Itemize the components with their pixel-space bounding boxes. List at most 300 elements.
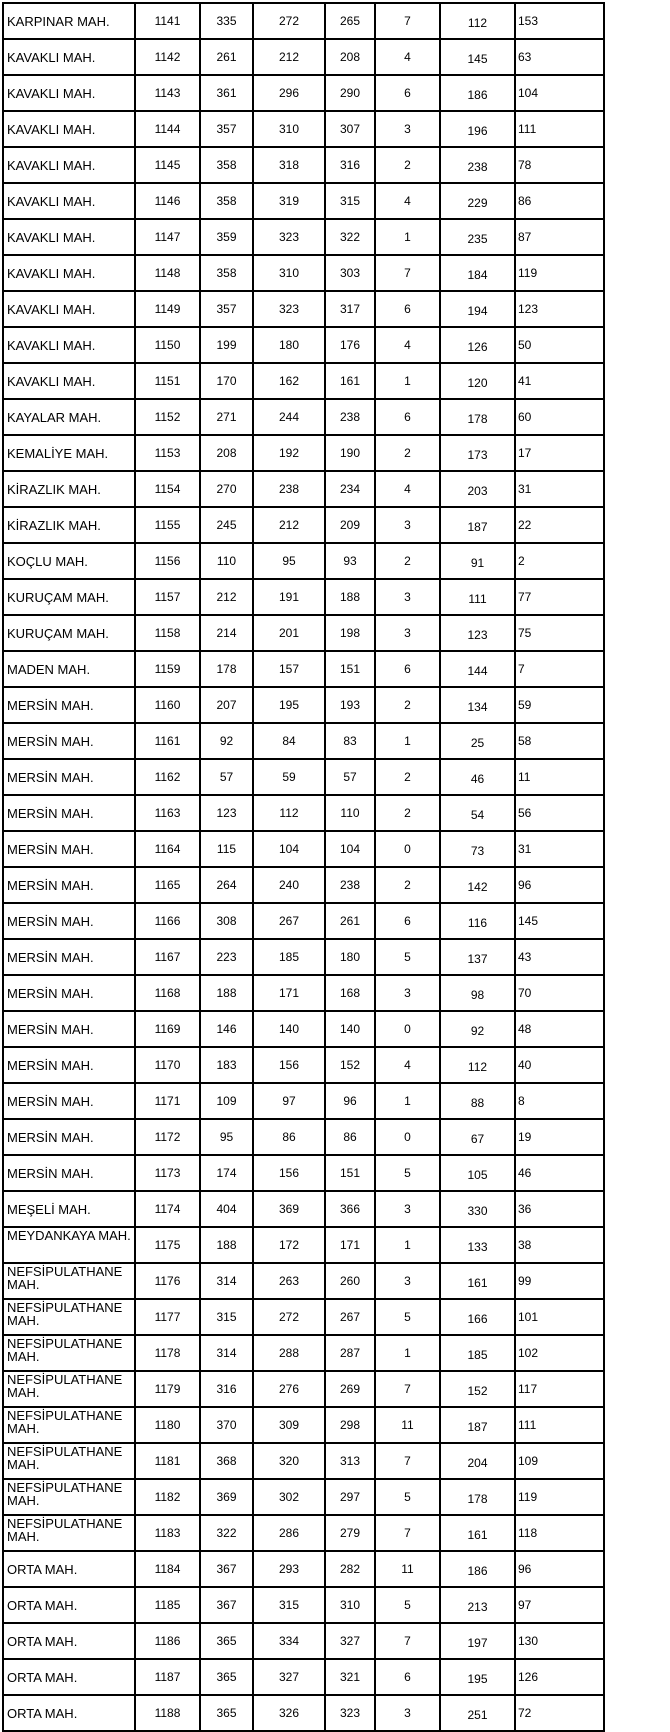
col8-cell: 86	[515, 183, 604, 219]
col6-cell: 4	[375, 39, 440, 75]
col4-cell: 238	[253, 471, 325, 507]
box-number-cell: 1179	[135, 1371, 200, 1407]
col5-cell: 238	[325, 867, 375, 903]
box-number-cell: 1166	[135, 903, 200, 939]
table-row	[3, 363, 604, 399]
table-row	[3, 1695, 604, 1731]
col8-cell: 43	[515, 939, 604, 975]
col3-cell: 110	[200, 543, 253, 579]
neighborhood-cell: MERSİN MAH.	[3, 795, 135, 831]
table-row	[3, 543, 604, 579]
col4-cell: 157	[253, 651, 325, 687]
col7-cell: 116	[440, 903, 515, 939]
box-number-cell: 1159	[135, 651, 200, 687]
col5-cell: 209	[325, 507, 375, 543]
col6-cell: 6	[375, 399, 440, 435]
col5-cell: 168	[325, 975, 375, 1011]
col8-cell: 60	[515, 399, 604, 435]
neighborhood-cell: MADEN MAH.	[3, 651, 135, 687]
table-row	[3, 975, 604, 1011]
col8-cell: 97	[515, 1587, 604, 1623]
col4-cell: 192	[253, 435, 325, 471]
table-row	[3, 327, 604, 363]
box-number-cell: 1158	[135, 615, 200, 651]
col6-cell: 2	[375, 435, 440, 471]
col5-cell: 269	[325, 1371, 375, 1407]
box-number-cell: 1150	[135, 327, 200, 363]
col8-cell: 50	[515, 327, 604, 363]
col3-cell: 223	[200, 939, 253, 975]
box-number-cell: 1176	[135, 1263, 200, 1299]
col6-cell: 1	[375, 1083, 440, 1119]
col5-cell: 317	[325, 291, 375, 327]
col6-cell: 1	[375, 219, 440, 255]
table-row	[3, 255, 604, 291]
neighborhood-cell: NEFSİPULATHANE MAH.	[3, 1263, 135, 1299]
col8-cell: 31	[515, 831, 604, 867]
col3-cell: 183	[200, 1047, 253, 1083]
col4-cell: 286	[253, 1515, 325, 1551]
col6-cell: 6	[375, 75, 440, 111]
col4-cell: 369	[253, 1191, 325, 1227]
box-number-cell: 1155	[135, 507, 200, 543]
col5-cell: 261	[325, 903, 375, 939]
col8-cell: 58	[515, 723, 604, 759]
col8-cell: 48	[515, 1011, 604, 1047]
table-row	[3, 831, 604, 867]
col3-cell: 358	[200, 255, 253, 291]
col3-cell: 369	[200, 1479, 253, 1515]
box-number-cell: 1164	[135, 831, 200, 867]
col6-cell: 11	[375, 1551, 440, 1587]
col4-cell: 97	[253, 1083, 325, 1119]
table-row	[3, 3, 604, 39]
box-number-cell: 1180	[135, 1407, 200, 1443]
box-number-cell: 1187	[135, 1659, 200, 1695]
col3-cell: 367	[200, 1587, 253, 1623]
col4-cell: 212	[253, 39, 325, 75]
col8-cell: 70	[515, 975, 604, 1011]
col6-cell: 7	[375, 3, 440, 39]
box-number-cell: 1144	[135, 111, 200, 147]
box-number-cell: 1149	[135, 291, 200, 327]
box-number-cell: 1182	[135, 1479, 200, 1515]
col6-cell: 7	[375, 255, 440, 291]
col6-cell: 0	[375, 831, 440, 867]
col7-cell: 197	[440, 1623, 515, 1659]
col3-cell: 214	[200, 615, 253, 651]
table-row	[3, 1119, 604, 1155]
neighborhood-cell: MERSİN MAH.	[3, 903, 135, 939]
col5-cell: 238	[325, 399, 375, 435]
col8-cell: 117	[515, 1371, 604, 1407]
col7-cell: 120	[440, 363, 515, 399]
col6-cell: 4	[375, 471, 440, 507]
col6-cell: 3	[375, 975, 440, 1011]
col4-cell: 212	[253, 507, 325, 543]
neighborhood-cell: MERSİN MAH.	[3, 759, 135, 795]
table-row	[3, 759, 604, 795]
col3-cell: 188	[200, 975, 253, 1011]
col3-cell: 322	[200, 1515, 253, 1551]
col3-cell: 368	[200, 1443, 253, 1479]
neighborhood-cell: MERSİN MAH.	[3, 1047, 135, 1083]
col5-cell: 307	[325, 111, 375, 147]
col8-cell: 11	[515, 759, 604, 795]
table-row	[3, 471, 604, 507]
col4-cell: 95	[253, 543, 325, 579]
col7-cell: 235	[440, 219, 515, 255]
col8-cell: 46	[515, 1155, 604, 1191]
col7-cell: 152	[440, 1371, 515, 1407]
neighborhood-cell: NEFSİPULATHANE MAH.	[3, 1515, 135, 1551]
neighborhood-cell: KİRAZLIK MAH.	[3, 507, 135, 543]
col8-cell: 101	[515, 1299, 604, 1335]
col5-cell: 315	[325, 183, 375, 219]
col4-cell: 240	[253, 867, 325, 903]
col7-cell: 204	[440, 1443, 515, 1479]
col4-cell: 315	[253, 1587, 325, 1623]
col3-cell: 123	[200, 795, 253, 831]
box-number-cell: 1174	[135, 1191, 200, 1227]
col3-cell: 109	[200, 1083, 253, 1119]
col6-cell: 5	[375, 1299, 440, 1335]
col5-cell: 193	[325, 687, 375, 723]
col6-cell: 2	[375, 543, 440, 579]
col5-cell: 104	[325, 831, 375, 867]
neighborhood-cell: MEYDANKAYA MAH.	[3, 1227, 135, 1263]
col3-cell: 178	[200, 651, 253, 687]
col6-cell: 2	[375, 795, 440, 831]
box-number-cell: 1145	[135, 147, 200, 183]
box-number-cell: 1167	[135, 939, 200, 975]
col3-cell: 271	[200, 399, 253, 435]
col3-cell: 315	[200, 1299, 253, 1335]
col7-cell: 161	[440, 1263, 515, 1299]
neighborhood-cell: MEŞELİ MAH.	[3, 1191, 135, 1227]
col3-cell: 365	[200, 1695, 253, 1731]
col7-cell: 166	[440, 1299, 515, 1335]
neighborhood-cell: MERSİN MAH.	[3, 1155, 135, 1191]
col4-cell: 112	[253, 795, 325, 831]
col8-cell: 118	[515, 1515, 604, 1551]
table-row	[3, 1659, 604, 1695]
col4-cell: 276	[253, 1371, 325, 1407]
col4-cell: 319	[253, 183, 325, 219]
col4-cell: 293	[253, 1551, 325, 1587]
col6-cell: 7	[375, 1623, 440, 1659]
col5-cell: 171	[325, 1227, 375, 1263]
col4-cell: 296	[253, 75, 325, 111]
table-row	[3, 75, 604, 111]
col6-cell: 3	[375, 1191, 440, 1227]
col3-cell: 212	[200, 579, 253, 615]
neighborhood-cell: MERSİN MAH.	[3, 687, 135, 723]
col5-cell: 151	[325, 1155, 375, 1191]
neighborhood-cell: NEFSİPULATHANE MAH.	[3, 1479, 135, 1515]
neighborhood-cell: KEMALİYE MAH.	[3, 435, 135, 471]
col8-cell: 119	[515, 255, 604, 291]
box-number-cell: 1183	[135, 1515, 200, 1551]
box-number-cell: 1148	[135, 255, 200, 291]
table-row	[3, 903, 604, 939]
col4-cell: 156	[253, 1047, 325, 1083]
neighborhood-cell: KAVAKLI MAH.	[3, 363, 135, 399]
col7-cell: 251	[440, 1695, 515, 1731]
table-row	[3, 1155, 604, 1191]
col4-cell: 309	[253, 1407, 325, 1443]
col5-cell: 267	[325, 1299, 375, 1335]
neighborhood-cell: MERSİN MAH.	[3, 975, 135, 1011]
box-number-cell: 1184	[135, 1551, 200, 1587]
box-number-cell: 1169	[135, 1011, 200, 1047]
col3-cell: 95	[200, 1119, 253, 1155]
neighborhood-cell: MERSİN MAH.	[3, 1083, 135, 1119]
box-number-cell: 1161	[135, 723, 200, 759]
neighborhood-cell: KAVAKLI MAH.	[3, 147, 135, 183]
neighborhood-cell: NEFSİPULATHANE MAH.	[3, 1299, 135, 1335]
col5-cell: 298	[325, 1407, 375, 1443]
col6-cell: 5	[375, 1479, 440, 1515]
col5-cell: 327	[325, 1623, 375, 1659]
col4-cell: 172	[253, 1227, 325, 1263]
col4-cell: 140	[253, 1011, 325, 1047]
box-number-cell: 1170	[135, 1047, 200, 1083]
col8-cell: 123	[515, 291, 604, 327]
neighborhood-cell: KAVAKLI MAH.	[3, 255, 135, 291]
col5-cell: 198	[325, 615, 375, 651]
col5-cell: 313	[325, 1443, 375, 1479]
data-table	[2, 2, 605, 1732]
table-row	[3, 1083, 604, 1119]
col3-cell: 92	[200, 723, 253, 759]
box-number-cell: 1146	[135, 183, 200, 219]
col4-cell: 171	[253, 975, 325, 1011]
neighborhood-cell: ORTA MAH.	[3, 1551, 135, 1587]
col3-cell: 261	[200, 39, 253, 75]
col7-cell: 186	[440, 75, 515, 111]
col5-cell: 190	[325, 435, 375, 471]
col7-cell: 161	[440, 1515, 515, 1551]
table-body	[3, 3, 604, 1731]
col8-cell: 8	[515, 1083, 604, 1119]
table-row	[3, 687, 604, 723]
col7-cell: 142	[440, 867, 515, 903]
neighborhood-cell: KAVAKLI MAH.	[3, 327, 135, 363]
col5-cell: 86	[325, 1119, 375, 1155]
col7-cell: 25	[440, 723, 515, 759]
col5-cell: 110	[325, 795, 375, 831]
col5-cell: 322	[325, 219, 375, 255]
col6-cell: 1	[375, 723, 440, 759]
col4-cell: 272	[253, 3, 325, 39]
col8-cell: 111	[515, 1407, 604, 1443]
col7-cell: 112	[440, 3, 515, 39]
box-number-cell: 1185	[135, 1587, 200, 1623]
col6-cell: 3	[375, 507, 440, 543]
col4-cell: 327	[253, 1659, 325, 1695]
col4-cell: 180	[253, 327, 325, 363]
col8-cell: 36	[515, 1191, 604, 1227]
table-row	[3, 435, 604, 471]
table-row	[3, 579, 604, 615]
col8-cell: 40	[515, 1047, 604, 1083]
col8-cell: 102	[515, 1335, 604, 1371]
col4-cell: 318	[253, 147, 325, 183]
box-number-cell: 1152	[135, 399, 200, 435]
neighborhood-cell: KAYALAR MAH.	[3, 399, 135, 435]
col5-cell: 151	[325, 651, 375, 687]
col7-cell: 98	[440, 975, 515, 1011]
col7-cell: 178	[440, 1479, 515, 1515]
box-number-cell: 1143	[135, 75, 200, 111]
table-row	[3, 1011, 604, 1047]
col5-cell: 188	[325, 579, 375, 615]
col5-cell: 310	[325, 1587, 375, 1623]
col4-cell: 323	[253, 219, 325, 255]
table-row	[3, 219, 604, 255]
col6-cell: 6	[375, 903, 440, 939]
col3-cell: 314	[200, 1263, 253, 1299]
col4-cell: 267	[253, 903, 325, 939]
col4-cell: 288	[253, 1335, 325, 1371]
col5-cell: 180	[325, 939, 375, 975]
col7-cell: 187	[440, 1407, 515, 1443]
col5-cell: 234	[325, 471, 375, 507]
table-row	[3, 147, 604, 183]
neighborhood-cell: MERSİN MAH.	[3, 1011, 135, 1047]
col4-cell: 191	[253, 579, 325, 615]
col7-cell: 92	[440, 1011, 515, 1047]
col7-cell: 73	[440, 831, 515, 867]
col4-cell: 86	[253, 1119, 325, 1155]
col3-cell: 361	[200, 75, 253, 111]
col8-cell: 119	[515, 1479, 604, 1515]
col3-cell: 208	[200, 435, 253, 471]
table-row	[3, 1263, 604, 1299]
neighborhood-cell: MERSİN MAH.	[3, 939, 135, 975]
col3-cell: 365	[200, 1623, 253, 1659]
col7-cell: 187	[440, 507, 515, 543]
col7-cell: 195	[440, 1659, 515, 1695]
col7-cell: 330	[440, 1191, 515, 1227]
box-number-cell: 1165	[135, 867, 200, 903]
table-row	[3, 1623, 604, 1659]
col6-cell: 0	[375, 1011, 440, 1047]
col7-cell: 173	[440, 435, 515, 471]
col3-cell: 367	[200, 1551, 253, 1587]
col8-cell: 22	[515, 507, 604, 543]
box-number-cell: 1171	[135, 1083, 200, 1119]
col6-cell: 0	[375, 1119, 440, 1155]
col6-cell: 2	[375, 759, 440, 795]
table-row	[3, 1335, 604, 1371]
box-number-cell: 1151	[135, 363, 200, 399]
col8-cell: 126	[515, 1659, 604, 1695]
neighborhood-cell: MERSİN MAH.	[3, 867, 135, 903]
col6-cell: 3	[375, 1695, 440, 1731]
col7-cell: 123	[440, 615, 515, 651]
neighborhood-cell: NEFSİPULATHANE MAH.	[3, 1371, 135, 1407]
col3-cell: 335	[200, 3, 253, 39]
table-row	[3, 867, 604, 903]
col4-cell: 323	[253, 291, 325, 327]
col3-cell: 314	[200, 1335, 253, 1371]
col4-cell: 326	[253, 1695, 325, 1731]
col6-cell: 11	[375, 1407, 440, 1443]
col5-cell: 260	[325, 1263, 375, 1299]
col5-cell: 287	[325, 1335, 375, 1371]
box-number-cell: 1160	[135, 687, 200, 723]
col8-cell: 130	[515, 1623, 604, 1659]
col7-cell: 105	[440, 1155, 515, 1191]
col4-cell: 195	[253, 687, 325, 723]
col6-cell: 5	[375, 939, 440, 975]
box-number-cell: 1154	[135, 471, 200, 507]
col6-cell: 1	[375, 1227, 440, 1263]
col5-cell: 57	[325, 759, 375, 795]
col7-cell: 46	[440, 759, 515, 795]
neighborhood-cell: NEFSİPULATHANE MAH.	[3, 1443, 135, 1479]
box-number-cell: 1181	[135, 1443, 200, 1479]
table-row	[3, 1587, 604, 1623]
col8-cell: 7	[515, 651, 604, 687]
col4-cell: 185	[253, 939, 325, 975]
table-row	[3, 723, 604, 759]
neighborhood-cell: ORTA MAH.	[3, 1659, 135, 1695]
neighborhood-cell: NEFSİPULATHANE MAH.	[3, 1335, 135, 1371]
col3-cell: 358	[200, 183, 253, 219]
neighborhood-cell: KAVAKLI MAH.	[3, 39, 135, 75]
neighborhood-cell: MERSİN MAH.	[3, 1119, 135, 1155]
box-number-cell: 1147	[135, 219, 200, 255]
col8-cell: 41	[515, 363, 604, 399]
table-row	[3, 1551, 604, 1587]
col8-cell: 78	[515, 147, 604, 183]
neighborhood-cell: ORTA MAH.	[3, 1587, 135, 1623]
table-row	[3, 1299, 604, 1335]
col8-cell: 63	[515, 39, 604, 75]
col7-cell: 185	[440, 1335, 515, 1371]
col7-cell: 54	[440, 795, 515, 831]
col3-cell: 359	[200, 219, 253, 255]
neighborhood-cell: KAVAKLI MAH.	[3, 219, 135, 255]
col7-cell: 196	[440, 111, 515, 147]
box-number-cell: 1156	[135, 543, 200, 579]
col8-cell: 59	[515, 687, 604, 723]
col5-cell: 290	[325, 75, 375, 111]
col6-cell: 3	[375, 579, 440, 615]
col3-cell: 365	[200, 1659, 253, 1695]
col6-cell: 5	[375, 1587, 440, 1623]
col5-cell: 176	[325, 327, 375, 363]
col6-cell: 2	[375, 147, 440, 183]
col8-cell: 96	[515, 1551, 604, 1587]
table-row	[3, 1191, 604, 1227]
box-number-cell: 1172	[135, 1119, 200, 1155]
col7-cell: 145	[440, 39, 515, 75]
col7-cell: 213	[440, 1587, 515, 1623]
col6-cell: 2	[375, 687, 440, 723]
col7-cell: 203	[440, 471, 515, 507]
col6-cell: 6	[375, 1659, 440, 1695]
col3-cell: 188	[200, 1227, 253, 1263]
col4-cell: 201	[253, 615, 325, 651]
col5-cell: 140	[325, 1011, 375, 1047]
col3-cell: 308	[200, 903, 253, 939]
col3-cell: 174	[200, 1155, 253, 1191]
col6-cell: 6	[375, 291, 440, 327]
